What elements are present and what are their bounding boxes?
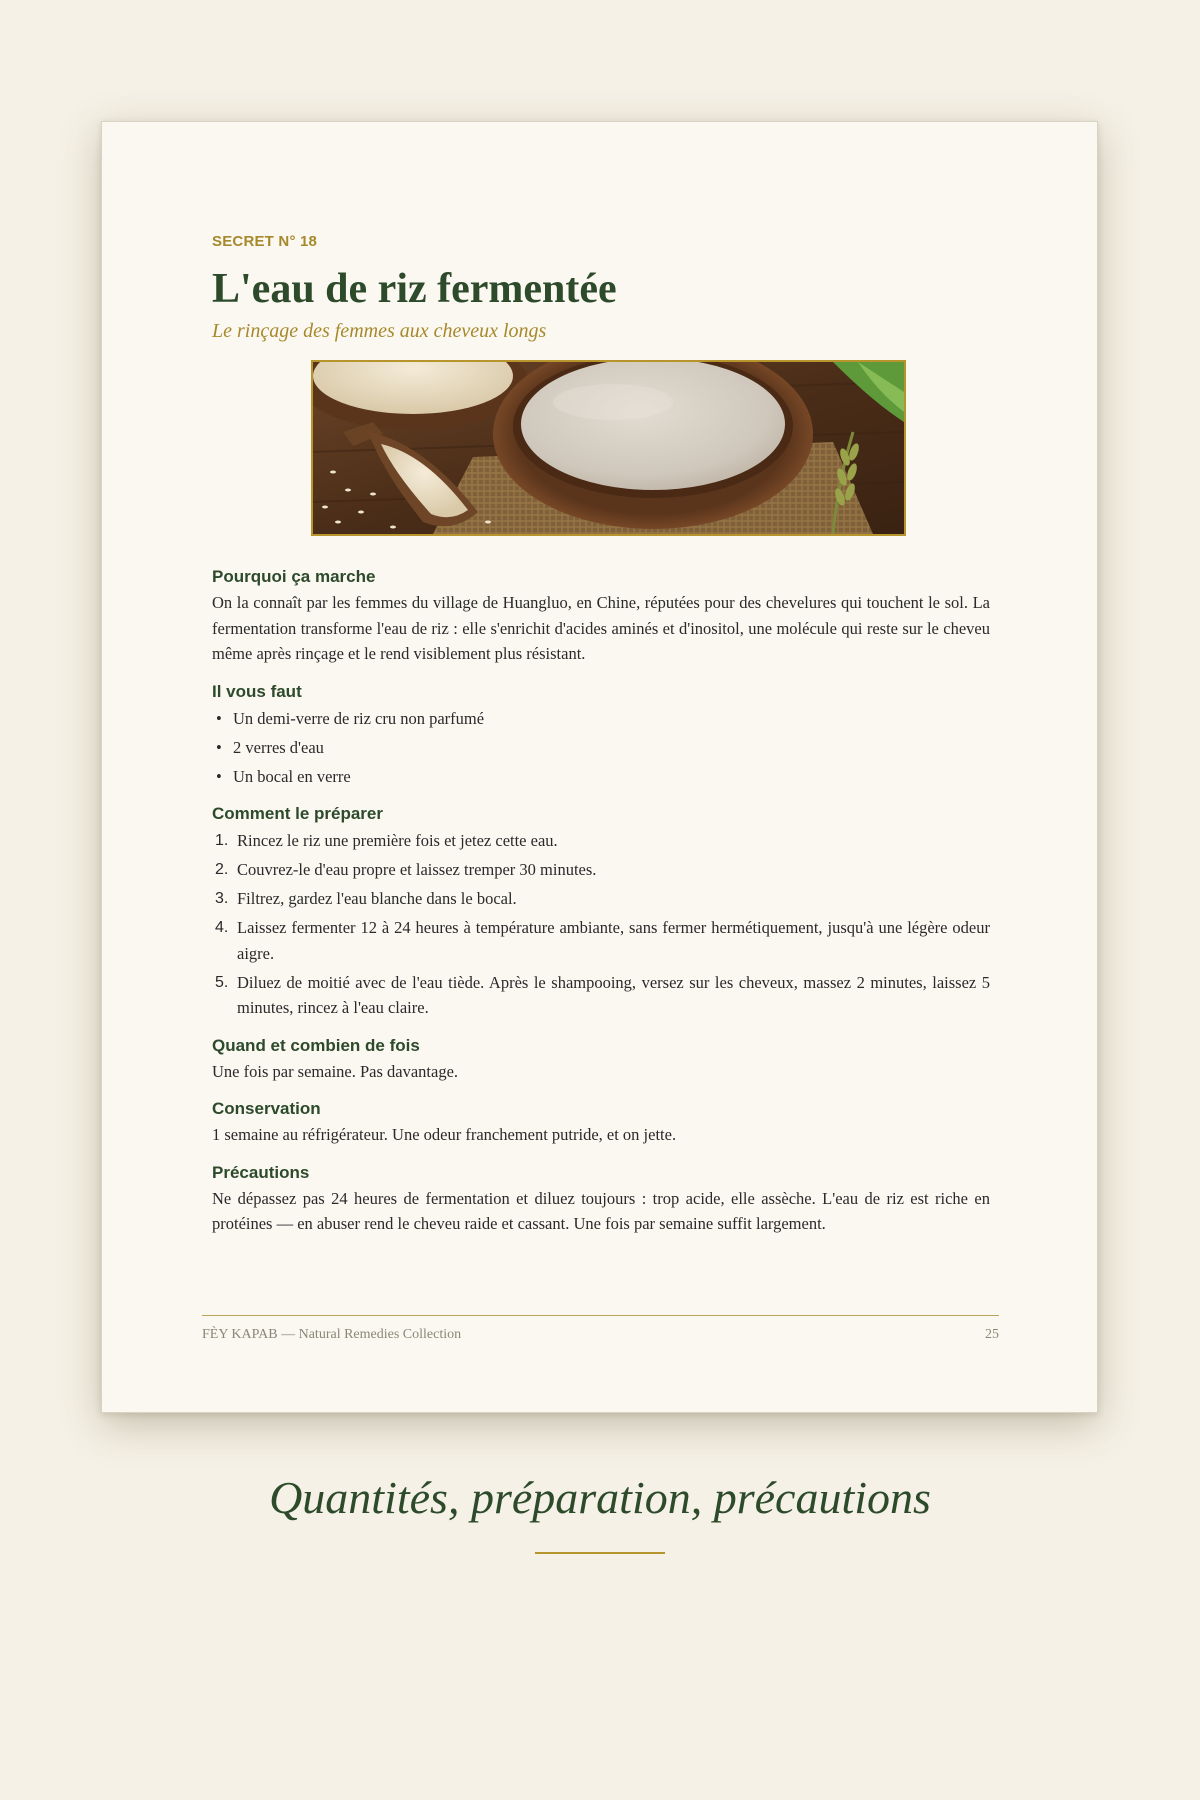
- page-content: [212, 232, 990, 1237]
- page-number: 25: [985, 1327, 999, 1342]
- step-text: Couvrez-le d'eau propre et laissez tremper 30 minutes.: [237, 860, 597, 879]
- section-text-cautions: Ne dépassez pas 24 heures de fermentation et diluez toujours : trop acide, elle assèche. L'eau de riz est riche en protéines — en abuser rend le cheveu raide et cassant. Une fois par semaine suffit largement.: [212, 1188, 990, 1233]
- section-frequency: [212, 1035, 990, 1085]
- ingredient-list: [212, 706, 990, 790]
- list-item: [212, 915, 990, 966]
- list-item: [212, 828, 990, 854]
- list-item: [212, 886, 990, 912]
- section-heading-storage: Conservation: [212, 1099, 321, 1118]
- list-item: [212, 970, 990, 1021]
- section-heading-preparation: Comment le préparer: [212, 804, 383, 823]
- section-storage: [212, 1098, 990, 1148]
- step-text: Laissez fermenter 12 à 24 heures à température ambiante, sans fermer hermétiquement, jusqu'à une légère odeur aigre.: [237, 918, 990, 963]
- section-text-why: On la connaît par les femmes du village de Huangluo, en Chine, réputées pour des chevelures qui touchent le sol. La fermentation transforme l'eau de riz : elle s'enrichit d'acides aminés et d'inositol, une molécule qui reste sur le cheveu même après rinçage et le rend visiblement plus résistant.: [212, 593, 990, 663]
- list-item: [212, 857, 990, 883]
- section-ingredients: [212, 681, 990, 790]
- bullet-icon: •: [216, 737, 222, 757]
- list-item: [212, 735, 990, 761]
- list-item-text: Un bocal en verre: [233, 766, 351, 786]
- caption-divider: [535, 1552, 665, 1554]
- section-heading-cautions: Précautions: [212, 1162, 310, 1182]
- bullet-icon: •: [216, 708, 222, 728]
- step-number: 1.: [215, 832, 229, 849]
- page-title: L'eau de riz fermentée: [212, 266, 617, 312]
- section-why: [212, 566, 990, 667]
- step-number: 4.: [215, 919, 229, 936]
- section-text-frequency: Une fois par semaine. Pas davantage.: [212, 1061, 459, 1081]
- list-item: [212, 706, 990, 732]
- section-preparation: [212, 803, 990, 1021]
- book-page: [101, 121, 1098, 1413]
- slide-caption: Quantités, préparation, précautions: [269, 1472, 931, 1523]
- secret-number-label: SECRET N° 18: [212, 233, 318, 250]
- step-number: 5.: [215, 973, 229, 991]
- bullet-icon: •: [216, 766, 222, 786]
- list-item-text: 2 verres d'eau: [233, 737, 324, 757]
- section-heading-frequency: Quand et combien de fois: [212, 1035, 420, 1055]
- step-text: Rincez le riz une première fois et jetez cette eau.: [237, 831, 558, 850]
- section-heading-why: Pourquoi ça marche: [212, 567, 376, 586]
- list-item: [212, 764, 990, 790]
- step-text: Filtrez, gardez l'eau blanche dans le bocal.: [237, 889, 517, 908]
- page-subtitle: Le rinçage des femmes aux cheveux longs: [212, 320, 547, 342]
- step-number: 3.: [215, 890, 229, 907]
- rice-water-photo: [311, 360, 906, 536]
- section-heading-ingredients: Il vous faut: [212, 681, 302, 701]
- footer-collection-title: FÈY KAPAB — Natural Remedies Collection: [202, 1327, 462, 1342]
- preparation-steps: [212, 828, 990, 1021]
- list-item-text: Un demi-verre de riz cru non parfumé: [233, 708, 485, 728]
- section-text-storage: 1 semaine au réfrigérateur. Une odeur franchement putride, et on jette.: [212, 1125, 677, 1144]
- step-text: Diluez de moitié avec de l'eau tiède. Après le shampooing, versez sur les cheveux, massez 2 minutes, laissez 5 minutes, rincez à l'eau claire.: [237, 972, 990, 1017]
- step-number: 2.: [215, 861, 229, 878]
- page-footer: [202, 1315, 999, 1344]
- section-cautions: [212, 1162, 990, 1237]
